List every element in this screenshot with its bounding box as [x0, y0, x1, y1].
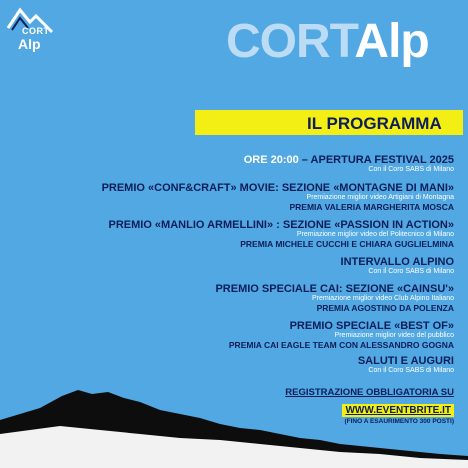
program-subtitle: Con il Coro SABS di Milano [368, 268, 454, 275]
program-subtitle: Premiazione miglior video Artigiani di Montagna [306, 194, 454, 201]
program-subtitle: Con il Coro SABS di Milano [368, 166, 454, 173]
hero-title-part1: CORT [226, 15, 355, 68]
section-title-bar [195, 110, 463, 135]
program-award: PREMIA AGOSTINO DA POLENZA [316, 303, 454, 313]
logo-text-line2: Alp [18, 36, 41, 52]
program-item [102, 182, 454, 212]
program-title: PREMIO SPECIALE «BEST OF» [289, 320, 454, 332]
registration-link[interactable]: WWW.EVENTBRITE.IT [342, 404, 454, 417]
program-title: PREMIO «MANLIO ARMELLINI» : SEZIONE «PASSION IN ACTION» [108, 219, 454, 231]
program-subtitle: Premiazione miglior video Club Alpino Italiano [311, 295, 454, 302]
logo-text-line1: CORT [22, 26, 50, 36]
registration-block [285, 387, 454, 425]
registration-note: (FINO A ESAURIMENTO 300 POSTI) [344, 418, 454, 425]
program-time: ORE 20:00 [243, 154, 299, 166]
program-title: INTERVALLO ALPINO [340, 256, 454, 268]
program-subtitle: Con il Coro SABS di Milano [368, 367, 454, 374]
program-award: PREMIA MICHELE CUCCHI E CHIARA GUGLIELMINA [240, 239, 454, 249]
registration-label: REGISTRAZIONE OBBLIGATORIA SU [285, 387, 454, 398]
program-item [108, 219, 454, 249]
hero-title [226, 14, 429, 69]
program-item [229, 320, 454, 350]
program-item [215, 283, 454, 313]
hero-title-part2: Alp [354, 15, 429, 68]
program-title: – APERTURA FESTIVAL 2025 [298, 154, 454, 166]
program-award: PREMIA CAI EAGLE TEAM CON ALESSANDRO GOGNA [228, 340, 454, 350]
program-subtitle: Premiazione miglior video del pubblico [334, 332, 454, 339]
program-title: PREMIO SPECIALE CAI: SEZIONE «CAINSU'» [215, 283, 454, 295]
program-item [341, 256, 454, 276]
program-subtitle: Premiazione miglior video del Politecnico di Milano [296, 231, 454, 238]
cortalp-logo [6, 6, 62, 62]
program-title: SALUTI E AUGURI [357, 355, 454, 367]
program-award: PREMIA VALERIA MARGHERITA MOSCA [289, 202, 454, 212]
program-title: PREMIO «CONF&CRAFT» MOVIE: SEZIONE «MONTAGNE DI MANI» [101, 182, 454, 194]
program-item [244, 154, 454, 174]
section-title: IL PROGRAMMA [307, 114, 442, 133]
